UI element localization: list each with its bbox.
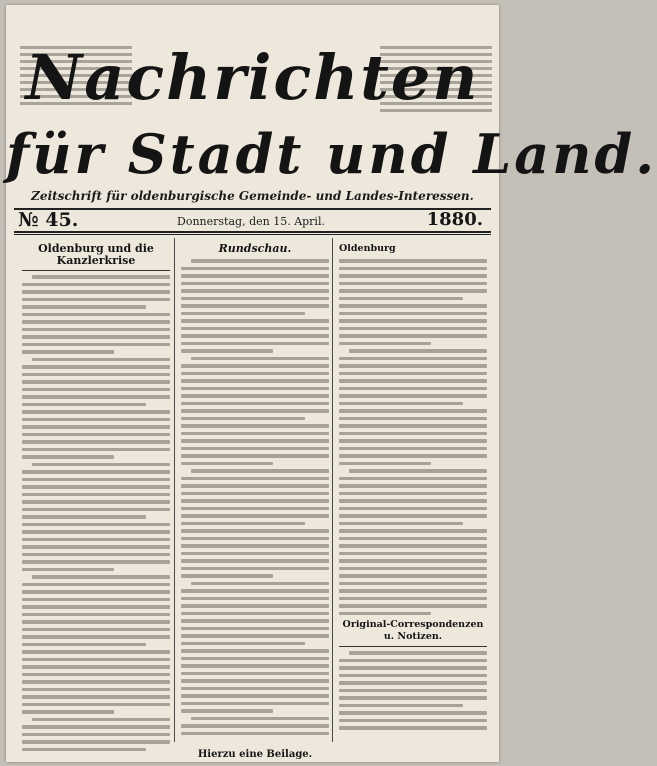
article-heading: Original-Correspondenzen u. Notizen.: [339, 619, 487, 647]
text-line: [181, 409, 329, 413]
text-line: [339, 259, 487, 263]
text-line: [181, 687, 329, 691]
text-line: [32, 575, 170, 579]
text-line: [181, 364, 329, 368]
text-line: [181, 289, 329, 293]
text-line: [339, 597, 487, 601]
text-line: [339, 484, 487, 488]
text-line: [181, 732, 329, 736]
article-heading: Oldenburg und die Kanzlerkrise: [22, 243, 170, 271]
text-line: [339, 454, 487, 458]
text-line: [22, 395, 170, 399]
text-line: [22, 725, 170, 729]
text-line: [22, 703, 170, 707]
text-line: [22, 410, 170, 414]
text-line: [22, 680, 170, 684]
text-line: [181, 529, 329, 533]
column-divider: [174, 238, 175, 742]
text-line: [191, 259, 329, 263]
text-line: [181, 694, 329, 698]
text-line: [339, 447, 487, 451]
divider: [14, 208, 491, 210]
text-line: [339, 312, 487, 316]
text-line: [339, 514, 487, 518]
supplement-note: Hierzu eine Beilage.: [197, 749, 313, 760]
text-line: [181, 709, 273, 713]
text-line: [32, 275, 170, 279]
text-line: [339, 402, 463, 406]
text-line: [22, 553, 170, 557]
text-line: [181, 619, 329, 623]
text-line: [181, 544, 329, 548]
article-body: [181, 259, 329, 735]
text-line: [349, 349, 487, 353]
text-line: [32, 463, 170, 467]
text-line: [191, 357, 329, 361]
text-line: [22, 530, 170, 534]
text-line: [22, 305, 146, 309]
text-line: [339, 387, 487, 391]
text-line: [22, 628, 170, 632]
text-line: [22, 418, 170, 422]
text-line: [181, 334, 329, 338]
text-line: [339, 342, 431, 346]
text-line: [339, 319, 487, 323]
text-line: [181, 424, 329, 428]
text-line: [22, 620, 170, 624]
article-column-1: [22, 241, 170, 755]
text-line: [339, 379, 487, 383]
text-line: [181, 507, 329, 511]
text-line: [22, 478, 170, 482]
text-line: [22, 695, 170, 699]
text-line: [339, 529, 487, 533]
text-line: [339, 364, 487, 368]
text-line: [22, 568, 114, 572]
text-line: [339, 507, 487, 511]
text-line: [181, 379, 329, 383]
text-line: [339, 552, 487, 556]
text-line: [22, 710, 114, 714]
text-line: [22, 328, 170, 332]
text-line: [339, 666, 487, 670]
text-line: [181, 522, 305, 526]
text-line: [181, 432, 329, 436]
text-line: [339, 334, 487, 338]
article-heading: Rundschau.: [218, 242, 292, 255]
text-line: [339, 537, 487, 541]
text-line: [339, 477, 487, 481]
text-line: [181, 657, 329, 661]
text-line: [339, 604, 487, 608]
text-line: [339, 304, 487, 308]
text-line: [339, 689, 487, 693]
text-line: [22, 665, 170, 669]
text-line: [22, 298, 170, 302]
text-line: [22, 748, 146, 752]
text-line: [181, 702, 329, 706]
text-line: [181, 342, 329, 346]
text-line: [22, 343, 170, 347]
text-line: [339, 681, 487, 685]
text-line: [181, 462, 273, 466]
text-line: [339, 297, 463, 301]
text-line: [339, 327, 487, 331]
text-line: [22, 373, 170, 377]
text-line: [181, 297, 329, 301]
text-line: [181, 642, 305, 646]
text-line: [181, 439, 329, 443]
text-line: [181, 319, 329, 323]
text-line: [22, 433, 170, 437]
text-line: [181, 372, 329, 376]
text-line: [181, 552, 329, 556]
text-line: [181, 282, 329, 286]
text-line: [22, 290, 170, 294]
text-line: [339, 726, 487, 730]
text-line: [22, 733, 170, 737]
text-line: [181, 574, 273, 578]
text-line: [339, 696, 487, 700]
text-line: [22, 583, 170, 587]
text-line: [32, 718, 170, 722]
text-line: [22, 335, 170, 339]
text-line: [339, 582, 487, 586]
text-line: [22, 673, 170, 677]
divider: [14, 231, 491, 233]
text-line: [181, 394, 329, 398]
text-line: [181, 492, 329, 496]
text-line: [22, 350, 114, 354]
issue-bar: [14, 211, 491, 231]
text-line: [22, 515, 146, 519]
text-line: [339, 589, 487, 593]
text-line: [181, 597, 329, 601]
text-line: [181, 559, 329, 563]
issue-date: Donnerstag, den 15. April.: [177, 215, 325, 228]
text-line: [181, 274, 329, 278]
text-line: [339, 439, 487, 443]
text-line: [22, 365, 170, 369]
article-body: [339, 651, 487, 730]
text-line: [22, 470, 170, 474]
text-line: [339, 574, 487, 578]
text-line: [22, 658, 170, 662]
text-line: [181, 604, 329, 608]
text-line: [22, 455, 114, 459]
text-line: [181, 724, 329, 728]
text-line: [181, 312, 305, 316]
text-line: [191, 469, 329, 473]
text-line: [22, 605, 170, 609]
text-line: [22, 440, 170, 444]
article-column-3: [339, 241, 487, 734]
text-line: [181, 417, 305, 421]
text-line: [22, 508, 170, 512]
text-line: [181, 672, 329, 676]
text-line: [22, 538, 170, 542]
text-line: [22, 613, 170, 617]
text-line: [181, 514, 329, 518]
text-line: [191, 582, 329, 586]
text-line: [339, 424, 487, 428]
text-line: [339, 559, 487, 563]
masthead-title: Nachrichten: [25, 41, 480, 114]
text-line: [22, 380, 170, 384]
text-line: [339, 394, 487, 398]
article-column-2: [181, 241, 329, 739]
text-line: [181, 537, 329, 541]
text-line: [339, 409, 487, 413]
text-line: [349, 651, 487, 655]
text-line: [181, 477, 329, 481]
text-line: [181, 454, 329, 458]
text-line: [22, 560, 170, 564]
text-line: [339, 544, 487, 548]
text-line: [339, 522, 463, 526]
text-line: [339, 704, 463, 708]
article-body: [22, 275, 170, 751]
text-line: [181, 499, 329, 503]
article-heading: Oldenburg: [339, 243, 396, 254]
text-line: [181, 484, 329, 488]
text-line: [349, 469, 487, 473]
text-line: [22, 688, 170, 692]
issue-number: № 45.: [18, 209, 79, 231]
text-line: [339, 372, 487, 376]
text-line: [181, 387, 329, 391]
text-line: [339, 492, 487, 496]
text-line: [181, 589, 329, 593]
text-line: [339, 499, 487, 503]
text-line: [339, 719, 487, 723]
text-line: [339, 659, 487, 663]
text-line: [181, 664, 329, 668]
text-line: [22, 523, 170, 527]
text-line: [181, 447, 329, 451]
text-line: [339, 432, 487, 436]
text-line: [339, 612, 431, 616]
text-line: [22, 598, 170, 602]
text-line: [22, 493, 170, 497]
text-line: [22, 388, 170, 392]
issue-year: 1880.: [426, 209, 483, 230]
text-line: [339, 462, 431, 466]
newspaper-page: [6, 5, 657, 762]
text-line: [181, 634, 329, 638]
text-line: [22, 635, 170, 639]
text-line: [339, 274, 487, 278]
text-line: [22, 448, 170, 452]
text-line: [181, 649, 329, 653]
text-line: [22, 485, 170, 489]
text-line: [339, 282, 487, 286]
text-line: [22, 650, 170, 654]
text-line: [22, 643, 146, 647]
text-line: [22, 425, 170, 429]
text-line: [339, 267, 487, 271]
text-line: [32, 358, 170, 362]
text-line: [22, 545, 170, 549]
masthead-subtitle: Zeitschrift für oldenburgische Gemeinde- und Landes-Interessen.: [31, 189, 474, 203]
text-line: [22, 740, 170, 744]
text-line: [22, 320, 170, 324]
text-line: [339, 567, 487, 571]
text-line: [339, 711, 487, 715]
text-line: [181, 349, 273, 353]
masthead-title-line2: für Stadt und Land.: [6, 122, 657, 186]
text-line: [339, 417, 487, 421]
text-line: [181, 612, 329, 616]
text-line: [339, 289, 487, 293]
text-line: [339, 357, 487, 361]
text-line: [181, 567, 329, 571]
text-line: [22, 313, 170, 317]
text-line: [181, 304, 329, 308]
text-line: [181, 402, 329, 406]
text-line: [181, 679, 329, 683]
text-line: [339, 674, 487, 678]
text-line: [22, 403, 146, 407]
text-line: [22, 500, 170, 504]
text-line: [181, 327, 329, 331]
text-line: [22, 283, 170, 287]
text-line: [181, 627, 329, 631]
text-line: [191, 717, 329, 721]
text-line: [22, 590, 170, 594]
column-divider: [332, 238, 333, 742]
text-line: [181, 267, 329, 271]
divider: [14, 234, 491, 235]
article-body: [339, 259, 487, 615]
